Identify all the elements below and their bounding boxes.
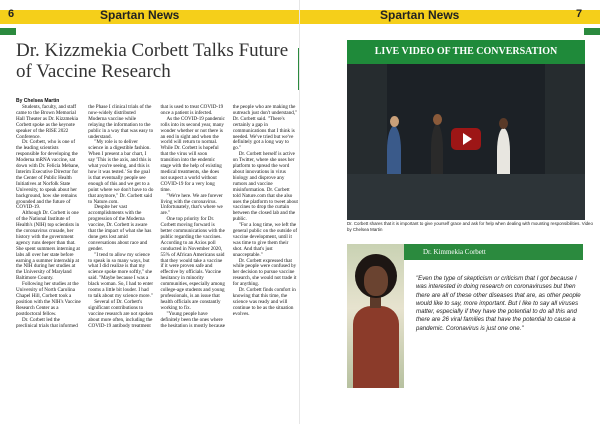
paragraph: One top priority for Dr. Corbett moving forward is better communications with the public regarding the vaccines. According to an Axios poll conducted in November 2020, 55% of African Americans said that they would take a vaccine if it were proven safe and effective by officials. Vaccine hesitancy in minority communities, especially among college-age students and young professionals, is an issue that health officials are constantly working to fix.	[160, 216, 225, 311]
speaker-left	[387, 126, 401, 174]
paragraph: Despite her vast accomplishments with the progression of the Moderna vaccine, Dr. Corbett is aware that the impact of what she has done gets lost amid conversations about race and gender.	[88, 204, 152, 252]
paragraph: "I tend to allow my science to speak in so many ways, but what I did realize is that my science spoke more softly," she said. "Maybe because I was a black woman. So, I had to enter rooms a little bit louder. I had to talk about my science more."	[88, 251, 154, 299]
paragraph: Although Dr. Corbett is one of the National Institute of Health's (NIH) top scientists in the coronavirus crusade, her history with the government agency runs deeper than that. She spent summers interning at labs all over her state before earning a summer internship at the NIH during her studies at the University of Maryland Baltimore County.	[16, 210, 80, 282]
right-page-number: 7	[576, 8, 583, 20]
stage-curtain-left	[347, 64, 387, 176]
left-page-number: 6	[8, 8, 15, 20]
right-green-band	[584, 28, 600, 35]
paragraph: Dr. Corbett led the preclinical trials that informed the Phase I clinical trials of the now-widely distributed Moderna vaccine while relaying the information to the public in a way that was easy to understand.	[16, 104, 154, 329]
speaker-right	[497, 128, 510, 174]
article-body	[16, 105, 298, 419]
profile-photo	[347, 244, 404, 388]
photo-face	[364, 266, 388, 296]
photo-body	[353, 306, 399, 388]
stage-curtain-right	[545, 64, 585, 176]
paragraph: Dr. Corbett herself is active on Twitter, where she uses her platform to spread the word about innovations in virus biology and disprove any rumors and vaccine misinformation. Dr. Corbett told Nature.com that she also uses the platform to tweet about vaccines to drop the curtain between the closed lab and the public.	[232, 151, 298, 223]
speaker-left-head	[390, 116, 399, 127]
paragraph: Several of Dr. Corbett's significant contributions to vaccine research are not spoken about more often, including the COVID-19 antibody treatment that is used to treat COVID-19 once a patient is infected.	[88, 104, 224, 329]
video-header: LIVE VIDEO OF THE CONVERSATION	[347, 40, 585, 64]
play-icon	[463, 133, 472, 145]
paragraph: As the COVID-19 pandemic rolls into its second year, many wonder whether or not there is an end in sight and when the world will return to normal. While Dr. Corbett is hopeful that the virus will soon transition into the endemic stage with the help of existing medical treatments, she does not suspect a world without COVID-19 for a very long time.	[160, 115, 225, 193]
paragraph: Students, faculty, and staff came to the Brown Memorial Hall Theater as Dr. Kizzmekia Corbett spoke as the keynote speaker of the RISE 2022 Conference.	[16, 104, 78, 140]
byline: By Chelsea Martin	[16, 98, 60, 104]
pull-quote: "Even the type of skepticism or criticism that I got because I was interested in doing research on coronaviruses but then there are all of these other diseases that are, as other people would like to say, more important. But I like to say all viruses matter, especially if they have the potential to do all this and there are 26 viral families that have the potential to cause a pandemic. Coronavirus is just one one."	[416, 275, 581, 332]
video-player[interactable]	[347, 64, 585, 220]
article-title: Dr. Kizzmekia Corbett Talks Future of Vaccine Research	[16, 40, 289, 82]
paragraph: Dr. Corbett expressed that while people were confused by her decision to pursue vaccine research, she would not trade it for anything.	[232, 257, 297, 288]
paragraph: Dr. Corbett, who is one of the leading scientists responsible for developing the Moderna mRNA vaccine, sat down with Dr. Felicia Mebane, Interim Executive Director for the Center of Public Health Initiatives at Norfolk State University, to speak about her background, how she remains grounded and the future of COVID-19.	[16, 139, 80, 211]
profile-name-bar: Dr. Kimmekia Corbett	[404, 244, 583, 260]
paragraph: Dr. Corbett finds comfort in knowing that this time, the science was ready and will continue to be as the situation evolves.	[232, 287, 296, 317]
left-green-band	[0, 28, 16, 35]
speaker-center	[431, 124, 443, 174]
paragraph: "We're here. We are forever living with the coronavirus. Unfortunately, that's where we are."	[160, 192, 223, 217]
paragraph: "For a long time, we left the general public on the outside of vaccine development, until it was time to give them their shot. And that's just unacceptable."	[232, 222, 298, 258]
stage-floor	[347, 174, 585, 220]
right-brand: Spartan News	[380, 8, 460, 22]
play-button[interactable]	[451, 128, 481, 150]
paragraph: "Young people have definitely been the ones where the hesitation is mostly because the people who are making the outreach just don't understand," Dr. Corbett said. "There's certainly a gap in communications that I think is needed. We've tried but we've definitely got a long way to go."	[160, 104, 298, 329]
video-caption: Dr. Corbett shares that it is important to give yourself grace and ask for help when dealing with mounting responsibilities. Video by Chelsea Martin	[347, 221, 593, 232]
paragraph: Following her studies at the University of North Carolina Chapel Hill, Corbett took a position with the NIH's Vaccine Research Center as a postdoctoral fellow.	[16, 281, 81, 317]
left-brand: Spartan News	[100, 8, 180, 22]
speaker-right-head	[499, 118, 508, 129]
speaker-center-head	[433, 114, 442, 125]
paragraph: "My role is to deliver science in a digestible fashion. When I present a bar chart, I say 'This is the axis, and this is what you're seeing, and this is how it was tested.' So the goal is that eventually people see enough of this and we get to a point where we don't have to do that anymore," Dr. Corbett said to Nature.com.	[88, 139, 154, 205]
